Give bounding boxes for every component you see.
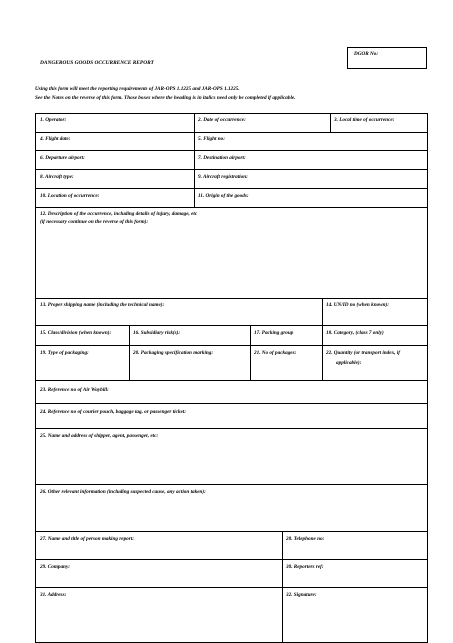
operator-field[interactable]: 1. Operator: — [40, 117, 67, 123]
row-divider — [35, 298, 428, 299]
description-field[interactable]: 12. Description of the occurrence, including details of injury, damage, etc — [40, 211, 198, 217]
address-field[interactable]: 31. Address: — [40, 592, 67, 598]
quantity-field[interactable]: 22. Quantity (or transport index, if — [326, 350, 400, 356]
column-divider — [322, 298, 323, 380]
column-divider — [129, 325, 130, 380]
type-of-packaging-field[interactable]: 19. Type of packaging: — [40, 350, 89, 356]
destination-airport-field[interactable]: 7. Destination airport: — [198, 155, 246, 161]
signature-field[interactable]: 32. Signature: — [286, 592, 317, 598]
intro-line-2: See the Notes on the reverse of this form. Those boxes where the heading is in italics need only be completed if applicable. — [35, 95, 296, 101]
shipper-name-address-field[interactable]: 25. Name and address of shipper, agent, passenger, etc: — [40, 433, 159, 439]
row-divider — [35, 150, 428, 151]
row-divider — [35, 188, 428, 189]
local-time-field[interactable]: 3. Local time of occurrence: — [334, 117, 395, 123]
reporters-ref-field[interactable]: 30. Reporters ref: — [286, 564, 324, 570]
quantity-field-note: applicable): — [336, 360, 362, 366]
other-relevant-information-field[interactable]: 26. Other relevant information (including suspected cause, any action taken): — [40, 489, 206, 495]
column-divider — [194, 113, 195, 207]
row-divider — [35, 403, 428, 404]
air-waybill-field[interactable]: 23. Reference no of Air Waybill: — [40, 387, 109, 393]
date-of-occurrence-field[interactable]: 2. Date of occurrence: — [198, 117, 246, 123]
form-title: DANGEROUS GOODS OCCURRENCE REPORT — [40, 60, 154, 66]
category-field[interactable]: 18. Category, (class 7 only) — [326, 330, 384, 336]
column-divider — [282, 531, 283, 643]
row-divider — [35, 132, 428, 133]
courier-pouch-reference-field[interactable]: 24. Reference no of courier pouch, baggage tag, or passenger ticket: — [40, 409, 186, 415]
company-field[interactable]: 29. Company: — [40, 564, 70, 570]
row-divider — [35, 531, 428, 532]
class-division-field[interactable]: 15. Class/division (when known): — [40, 330, 112, 336]
subsidiary-risks-field[interactable]: 16. Subsidiary risk(s): — [133, 330, 181, 336]
row-divider — [35, 559, 428, 560]
no-of-packages-field[interactable]: 21. No of packages: — [254, 350, 297, 356]
flight-no-field[interactable]: 5. Flight no: — [198, 136, 225, 142]
proper-shipping-name-field[interactable]: 13. Proper shipping name (including the technical name): — [40, 302, 165, 308]
un-id-no-field[interactable]: 14. UN/ID no (when known): — [326, 302, 389, 308]
aircraft-type-field[interactable]: 8. Aircraft type: — [40, 174, 74, 180]
row-divider — [35, 380, 428, 381]
column-divider — [330, 113, 331, 132]
row-divider — [35, 169, 428, 170]
row-divider — [35, 207, 428, 208]
row-divider — [35, 325, 428, 326]
reporter-name-title-field[interactable]: 27. Name and title of person making report: — [40, 536, 134, 542]
packing-group-field[interactable]: 17. Packing group — [254, 330, 294, 336]
location-of-occurrence-field[interactable]: 10. Location of occurrence: — [40, 193, 100, 199]
row-divider — [35, 345, 428, 346]
telephone-no-field[interactable]: 28. Telephone no: — [286, 536, 325, 542]
description-field-note: (if necessary continue on the reverse of this form): — [40, 219, 149, 225]
packaging-specification-field[interactable]: 20. Packaging specification marking: — [133, 350, 214, 356]
row-divider — [35, 484, 428, 485]
intro-line-1: Using this form will meet the reporting requirements of JAR-OPS 1.1225 and JAR-OPS 1.1225. — [35, 86, 240, 92]
aircraft-registration-field[interactable]: 9. Aircraft registration: — [198, 174, 248, 180]
departure-airport-field[interactable]: 6. Departure airport: — [40, 155, 85, 161]
row-divider — [35, 587, 428, 588]
column-divider — [250, 325, 251, 380]
row-divider — [35, 428, 428, 429]
origin-of-goods-field[interactable]: 11. Origin of the goods: — [198, 193, 249, 199]
flight-date-field[interactable]: 4. Flight date: — [40, 136, 71, 142]
dgor-number-label: DGOR No: — [354, 51, 379, 57]
